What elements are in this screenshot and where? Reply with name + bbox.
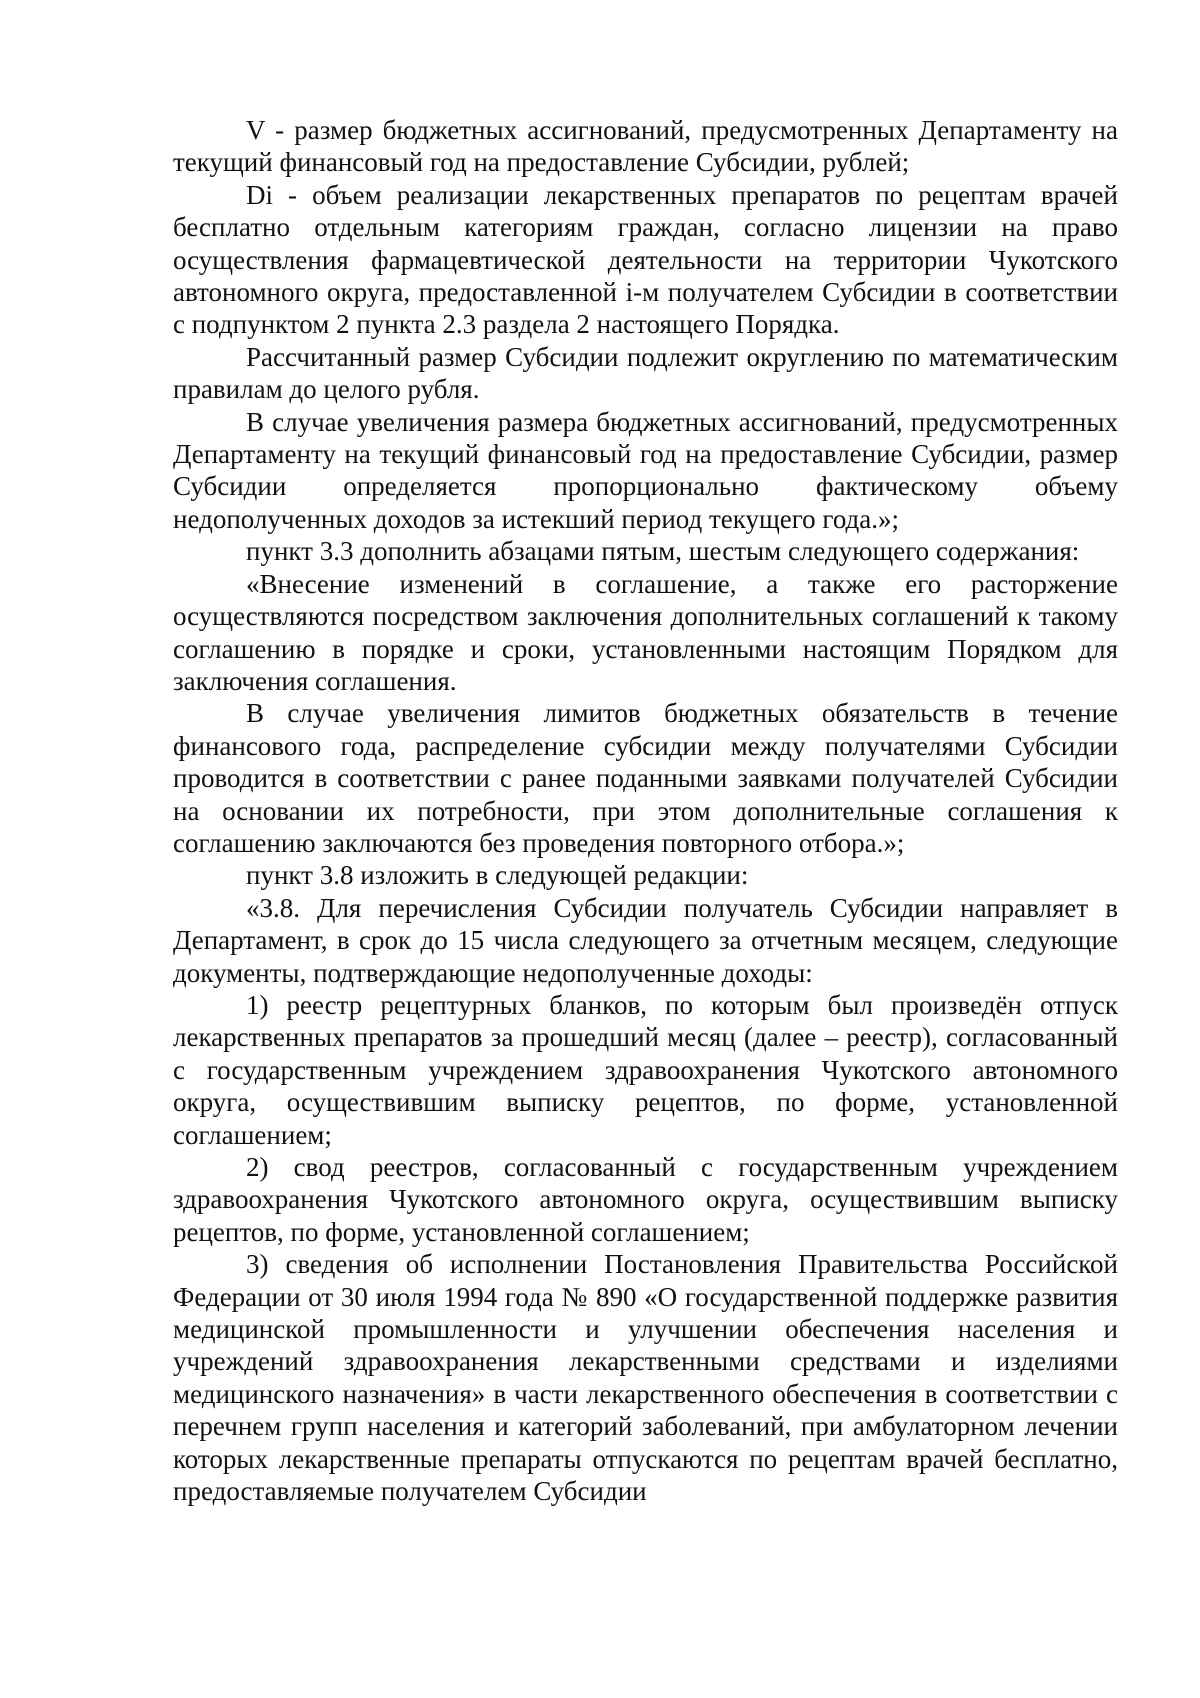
paragraph-clause-3-3: пункт 3.3 дополнить абзацами пятым, шестым следующего содержания: xyxy=(246,536,1080,567)
paragraph-rounding: Рассчитанный размер Субсидии подлежит округлению по математическим правилам до целого рубля. xyxy=(173,341,1118,405)
document-page xyxy=(173,114,1118,1507)
paragraph-3-8-text: «3.8. Для перечисления Субсидии получатель Субсидии направляет в Департамент, в срок до 15 числа следующего за отчетным месяцем, следующие документы, подтверждающие недополученные доходы: xyxy=(173,892,1118,988)
paragraph-di-definition: Di - объем реализации лекарственных препаратов по рецептам врачей бесплатно отдельным категориям граждан, согласно лицензии на право осуществления фармацевтической деятельности на территории Чукотского автономного округа, предоставленной i-м получателем Субсидии в соответствии с подпунктом 2 пункта 2.3 раздела 2 настоящего Порядка. xyxy=(173,179,1118,340)
list-item-2-summary: 2) свод реестров, согласованный с государственным учреждением здравоохранения Чукотского автономного округа, осуществившим выписку рецептов, по форме, установленной соглашением; xyxy=(173,1152,1118,1247)
list-item-3-information: 3) сведения об исполнении Постановления Правительства Российской Федерации от 30 июля 1994 года № 890 «О государственной поддержке развития медицинской промышленности и улучшении обеспечения населения и учреждений здравоохранения лекарственными средствами и изделиями медицинского назначения» в части лекарственного обеспечения в соответствии с перечнем групп населения и категорий заболеваний, при амбулаторном лечении которых лекарственные препараты отпускаются по рецептам врачей бесплатно, предоставляемые получателем Субсидии xyxy=(173,1249,1118,1507)
paragraph-limits-increase: В случае увеличения лимитов бюджетных обязательств в течение финансового года, распределение субсидии между получателями Субсидии проводится в соответствии с ранее поданными заявками получателей Субсидии на основании их потребности, при этом дополнительные соглашения к соглашению заключаются без проведения повторного отбора.»; xyxy=(173,698,1118,858)
list-item-1-registry: 1) реестр рецептурных бланков, по которым был произведён отпуск лекарственных препаратов за прошедший месяц (далее – реестр), согласованный с государственным учреждением здравоохранения Чукотского автономного округа, осуществившим выписку рецептов, по форме, установленной соглашением; xyxy=(173,989,1118,1150)
paragraph-agreement-changes: «Внесение изменений в соглашение, а также его расторжение осуществляются посредством заключения дополнительных соглашений к такому соглашению в порядке и сроки, установленными настоящим Порядком для заключения соглашения. xyxy=(173,568,1118,696)
paragraph-clause-3-8: пункт 3.8 изложить в следующей редакции: xyxy=(246,860,749,891)
paragraph-increase-case: В случае увеличения размера бюджетных ассигнований, предусмотренных Департаменту на текущий финансовый год на предоставление Субсидии, размер Субсидии определяется пропорционально фактическому объему недополученных доходов за истекший период текущего года.»; xyxy=(173,406,1118,534)
paragraph-v-definition: V - размер бюджетных ассигнований, предусмотренных Департаменту на текущий финансовый год на предоставление Субсидии, рублей; xyxy=(173,115,1118,178)
